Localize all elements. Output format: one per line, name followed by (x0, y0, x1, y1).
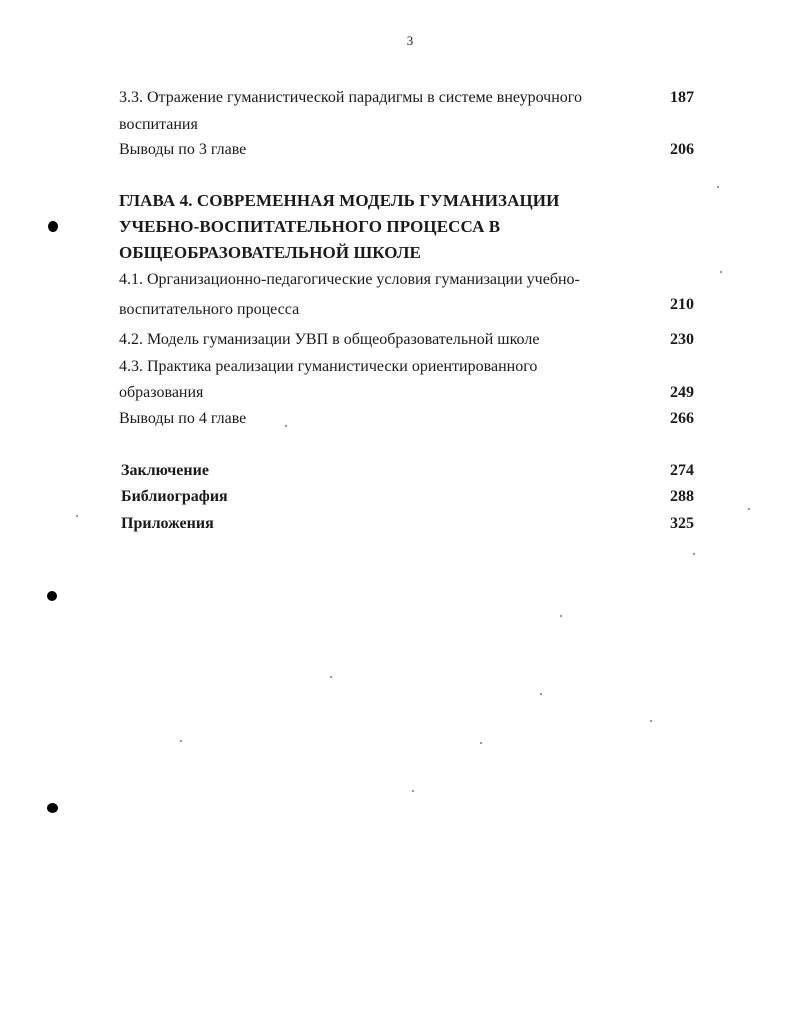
toc-entry-conclusions-4-page: 266 (670, 410, 694, 427)
toc-entry-appendices: Приложения (121, 515, 214, 532)
toc-entry-appendices-page: 325 (670, 515, 694, 532)
toc-entry-4-3-page: 249 (670, 384, 694, 401)
chapter-4-heading-line3: ОБЩЕОБРАЗОВАТЕЛЬНОЙ ШКОЛЕ (119, 243, 421, 262)
toc-entry-3-3-line2: воспитания (119, 116, 198, 133)
toc-entry-4-2: 4.2. Модель гуманизации УВП в общеобразовательной школе (119, 331, 540, 348)
chapter-4-heading-line1: ГЛАВА 4. СОВРЕМЕННАЯ МОДЕЛЬ ГУМАНИЗАЦИИ (119, 191, 560, 210)
toc-entry-4-3-line2: образования (119, 384, 204, 401)
binder-hole-mark-bottom (47, 803, 58, 813)
toc-entry-4-3-line1: 4.3. Практика реализации гуманистически ориентированного (119, 358, 538, 375)
toc-entry-conclusion-page: 274 (670, 462, 694, 479)
scan-speck (748, 508, 750, 510)
binder-hole-mark-middle (47, 591, 57, 601)
scan-speck (330, 676, 332, 678)
toc-entry-4-1-line2: воспитательного процесса (119, 301, 300, 318)
scan-speck (180, 740, 182, 742)
page-number: 3 (406, 33, 414, 48)
scan-speck (285, 425, 287, 427)
chapter-4-heading-line2: УЧЕБНО-ВОСПИТАТЕЛЬНОГО ПРОЦЕССА В (119, 217, 501, 236)
scan-speck (720, 271, 722, 273)
toc-entry-4-1-line1: 4.1. Организационно-педагогические условия гуманизации учебно- (119, 271, 580, 288)
scan-speck (76, 515, 78, 517)
scan-speck (560, 615, 562, 617)
scan-speck (480, 742, 482, 744)
scan-speck (693, 553, 695, 555)
binder-hole-mark-top (48, 221, 58, 232)
scan-speck (412, 790, 414, 792)
toc-entry-4-2-page: 230 (670, 331, 694, 348)
toc-entry-conclusions-4: Выводы по 4 главе (119, 410, 247, 427)
toc-entry-conclusion: Заключение (121, 462, 209, 479)
toc-entry-3-3-page: 187 (670, 89, 694, 106)
toc-entry-conclusions-3: Выводы по 3 главе (119, 141, 247, 158)
scan-speck (650, 720, 652, 722)
toc-entry-bibliography: Библиография (121, 488, 228, 505)
toc-entry-4-1-page: 210 (670, 296, 694, 313)
toc-entry-3-3-line1: 3.3. Отражение гуманистической парадигмы в системе внеурочного (119, 89, 582, 106)
toc-entry-bibliography-page: 288 (670, 488, 694, 505)
scan-speck (717, 186, 719, 188)
scan-speck (540, 693, 542, 695)
toc-entry-conclusions-3-page: 206 (670, 141, 694, 158)
